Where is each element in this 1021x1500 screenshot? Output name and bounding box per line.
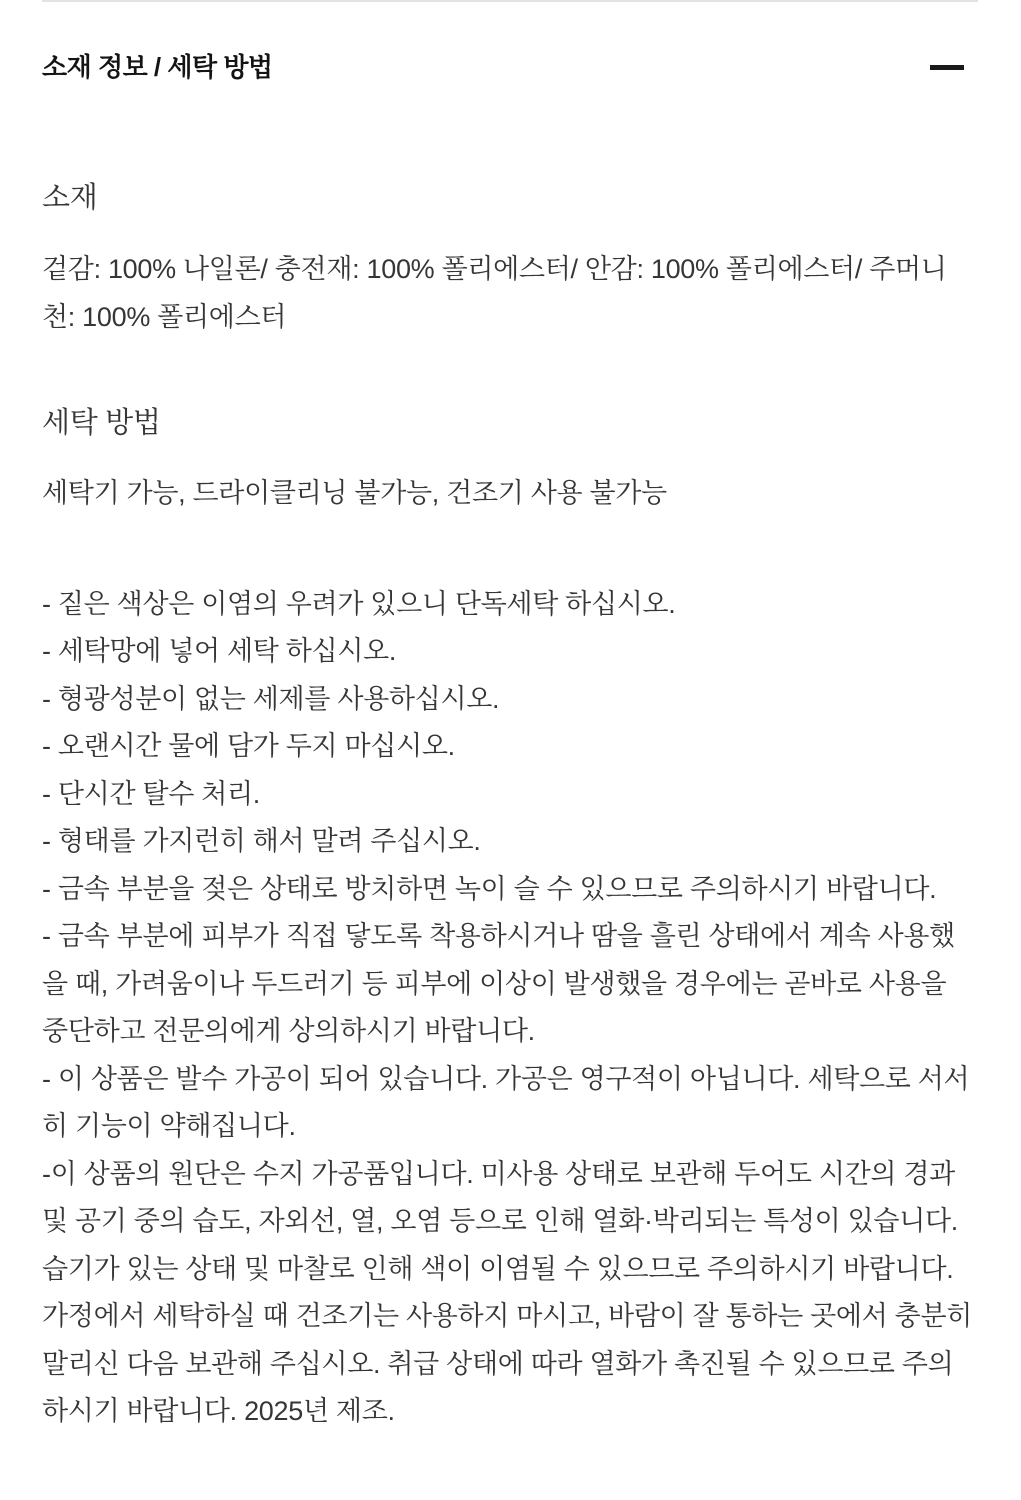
accordion-header[interactable] xyxy=(42,50,978,84)
care-instruction-line: - 금속 부분을 젖은 상태로 방치하면 녹이 슬 수 있으므로 주의하시기 바랍니다. xyxy=(42,873,937,904)
care-instruction-line: - 짙은 색상은 이염의 우려가 있으니 단독세탁 하십시오. xyxy=(42,588,676,619)
top-divider xyxy=(42,0,978,2)
care-instruction-line: - 단시간 탈수 처리. xyxy=(42,778,260,809)
accordion-title: 소재 정보 / 세탁 방법 xyxy=(42,52,273,82)
care-instruction-line: - 형태를 가지런히 해서 말려 주십시오. xyxy=(42,826,481,856)
care-instruction-line: - 세탁망에 넣어 세탁 하십시오. xyxy=(42,636,397,666)
care-instruction-line: - 이 상품은 발수 가공이 되어 있습니다. 가공은 영구적이 아닙니다. 세탁으로 서서히 기능이 약해집니다. xyxy=(42,1063,970,1141)
care-instructions-list xyxy=(42,581,978,1436)
care-instruction-line: - 오랜시간 물에 담가 두지 마십시오. xyxy=(42,731,455,761)
material-section-heading: 소재 xyxy=(42,182,98,214)
collapse-minus-icon[interactable] xyxy=(930,65,964,70)
care-instruction-line: - 형광성분이 없는 세제를 사용하십시오. xyxy=(42,683,500,714)
care-instruction-line: -이 상품의 원단은 수지 가공품입니다. 미사용 상태로 보관해 두어도 시간의 경과 및 공기 중의 습도, 자외선, 열, 오염 등으로 인해 열화·박리되는 특성이 있습니다. 습기가 있는 상태 및 마찰로 인해 색이 이염될 수 있으므로 주의하시기 바랍니다. 가정에서 세탁하실 때 건조기는 사용하지 마시고, 바람이 잘 통하는 곳에서 충분히 말리신 다음 보관해 주십시오. 취급 상태에 따라 열화가 촉진될 수 있으므로 주의하시기 바랍니다. 2025년 제조. xyxy=(42,1158,973,1426)
care-instruction-line: - 금속 부분에 피부가 직접 닿도록 착용하시거나 땀을 흘린 상태에서 계속 사용했을 때, 가려움이나 두드러기 등 피부에 이상이 발생했을 경우에는 곧바로 사용을 중단하고 전문의에게 상의하시기 바랍니다. xyxy=(42,921,955,1046)
care-section-heading: 세탁 방법 xyxy=(42,407,161,439)
material-composition-text: 겉감: 100% 나일론/ 충전재: 100% 폴리에스터/ 안감: 100% 폴리에스터/ 주머니 천: 100% 폴리에스터 xyxy=(42,254,947,332)
care-summary-text: 세탁기 가능, 드라이클리닝 불가능, 건조기 사용 불가능 xyxy=(42,478,667,508)
